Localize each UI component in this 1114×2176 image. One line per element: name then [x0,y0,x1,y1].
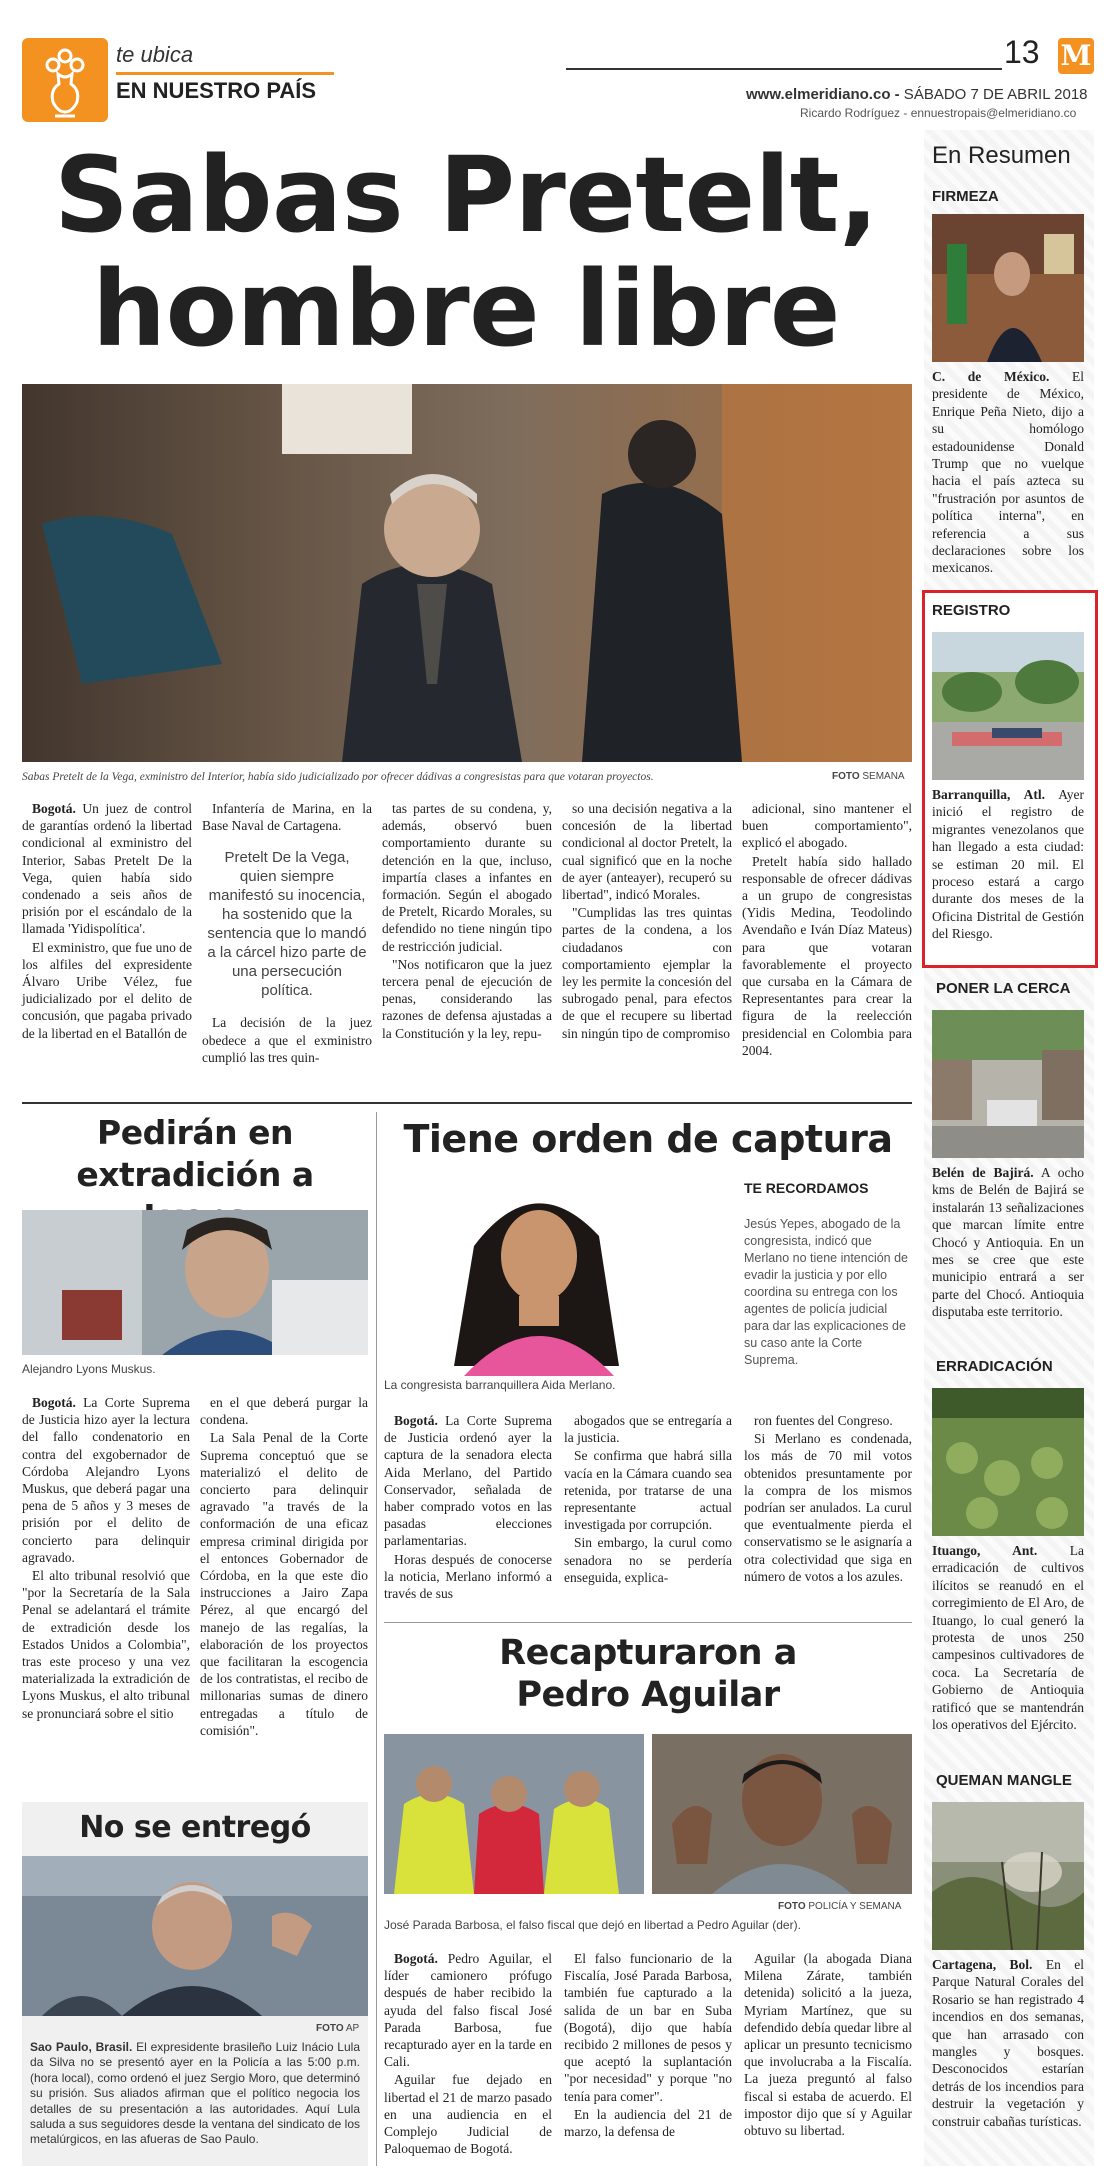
merlano-col-1 [384,1412,552,1602]
body-text: El expresidente brasileño Luiz Inácio Lula da Silva no se presentó ayer en la Policía a las 5:00 p.m. (hora local), como ordenó el juez Sergio Moro, que determinó su prisión. Sus aliados afirman que el político negocia los detalles de su presentación a las autoridades. Aquí Lula saluda a sus seguidores desde la ventana del sindicato de los metalúrgicos, en las afueras de Sao Paulo. [30,2040,360,2147]
aguilar-credit [778,1900,901,1914]
dateline: Bogotá. [32,1395,76,1410]
dateline: Sao Paulo, Brasil. [30,2040,133,2054]
body-text: so una decisión negativa a la concesión de la libertad condicional al doctor Pretelt, la cual significó que en la noche de ayer (anteayer), recuperó su libertad", indicó Morales. [562,801,732,903]
brand-logo: M [1058,38,1094,74]
sidebar-text-erradicacion [932,1542,1084,1733]
author-line: Ricardo Rodríguez - ennuestropais@elmeridiano.co [800,106,1077,120]
main-headline-1: Sabas Pretelt, [54,134,878,256]
aguilar-col-3 [744,1950,912,2139]
credit-source: POLICÍA Y SEMANA [805,1901,902,1912]
merlano-caption: La congresista barranquillera Aida Merlano. [384,1378,616,1392]
sidebar-photo-cerca [932,1010,1084,1158]
sidebar-title: En Resumen [932,142,1071,169]
lyons-col-1 [22,1394,190,1722]
body-text: Un juez de control de garantías ordenó la libertad condicional al exministro del Interior, Sabas Pretelt De la Vega, quien había sido condenado a seis años de prisión por el escándalo de la llamada 'Yidispolítica'. [22,801,192,937]
body-text: El exministro, que fue uno de los alfiles del expresidente Álvaro Uribe Vélez, fue judicializado por el delito de concusión, que pagaba privado de la libertad en el Batallón de [22,939,192,1041]
body-text: "Cumplidas las tres quintas partes de la condena, a los ciudadanos con comportamiento ejemplar la ley les permite la concesión del subrogado penal, para efectos de que el recupere su libertad sin ningún tipo de compromiso [562,905,732,1041]
aguilar-headline-2: Pedro Aguilar [516,1675,780,1715]
main-col-3 [382,800,552,1042]
main-photo-caption: Sabas Pretelt de la Vega, exministro del Interior, había sido judicializado por ofrecer dádivas a congresistas para que votaran proyectos. [22,771,654,783]
merlano-col-3 [744,1412,912,1585]
lyons-caption: Alejandro Lyons Muskus. [22,1362,156,1376]
sidebar-photo-mangle [932,1802,1084,1950]
aguilar-col-1 [384,1950,552,2157]
body-text: La erradicación de cultivos ilícitos se reanudó en el corregimiento de El Aro, de Ituango, lo cual generó la protesta de unos 250 campesinos cultivadores de coca. La Secretaría de Gobierno de Antioquia ratificó que se mantendrán los operativos del Ejército. [932,1543,1084,1733]
merlano-col-2 [564,1412,732,1586]
sidebar-head-registro: REGISTRO [932,602,1011,619]
dateline: Cartagena, Bol. [932,1957,1033,1972]
body-text: Aguilar fue dejado en libertad el 21 de marzo pasado en una audiencia en el Complejo Judicial de Paloquemao de Bogotá. [384,2072,552,2157]
sidebar-photo-firmeza [932,214,1084,362]
dateline: Belén de Bajirá. [932,1165,1034,1180]
sidebar-head-cerca: PONER LA CERCA [936,980,1071,997]
vertical-divider [376,1112,377,2166]
lula-credit [316,2022,359,2036]
credit-source: SEMANA [859,771,905,782]
body-text: Horas después de conocerse la noticia, Merlano informó a través de sus [384,1551,552,1602]
sidebar-head-erradicacion: ERRADICACIÓN [936,1358,1053,1375]
sidebar-text-cerca [932,1164,1084,1321]
body-text: La Sala Penal de la Corte Suprema conceptuó que se materializó el delito de concierto para delinquir agravado "a través de la conformación de una eficaz empresa criminal dirigida por el entonces Gobernador de Córdoba, en la que este dio instrucciones a Jairo Zapa Pérez, al que encargó del manejo de las regalías, la elaboración de los proyectos que facilitaran la escogencia de los contratistas, el recibo de millonarias sumas de dinero entregadas a título de comisión". [200,1430,368,1738]
aguilar-divider [384,1622,912,1623]
body-text: El alto tribunal resolvió que "por la Secretaría de la Sala Penal se adelantará el trámite de extradición desde los Estados Unidos a Colombia", tras este proceso y una vez materializada la extradición de Lyons Muskus, el alto tribunal se pronunciará sobre el sitio [22,1568,190,1721]
header-meta [746,86,1088,103]
body-text: ron fuentes del Congreso. [754,1413,893,1428]
merlano-sidebar-head: TE RECORDAMOS [744,1180,869,1196]
body-text: "Nos notificaron que la juez tercera penal de ejecución de penas, considerando las razones de defensa ajustadas a la Constitución y la ley, repu- [382,956,552,1041]
credit-label: FOTO [316,2023,344,2034]
body-text: La Corte Suprema de Justicia ordenó ayer la captura de la senadora electa Aida Merlano, del Partido Conservador, señalada de haber comprado votos en las pasadas elecciones parlamentarias. [384,1413,552,1549]
main-col-2 [202,800,372,1066]
pull-quote: Pretelt De la Vega, quien siempre manifestó su inocencia, ha sostenido que la sentencia que lo mandó a la cárcel hizo parte de una persecución política. [207,849,367,1000]
section-divider [22,1102,912,1104]
lula-text [30,2040,360,2148]
section-big: EN NUESTRO PAÍS [116,78,317,103]
sidebar-text-mangle [932,1956,1084,2130]
sidebar-text-registro [932,786,1084,943]
aguilar-headline-1: Recapturaron a [499,1633,797,1673]
dateline: C. de México. [932,369,1050,384]
sidebar-photo-erradicacion [932,1388,1084,1536]
merlano-sidebar-text: Jesús Yepes, abogado de la congresista, indicó que Merlano no tiene intención de evadir la justicia y por ello coordina su entrega con los agentes de policía judicial para dar las explicaciones de su caso ante la Corte Suprema. [744,1217,909,1367]
body-text: A ocho kms de Belén de Bajirá se instalarán 13 señalizaciones que marcan límite entre Chocó y Antioquia. En un mes se cree que este municipio entrará a ser parte del Chocó. Antioquia disputaba este territorio. [932,1165,1084,1320]
lula-headline: No se entregó [79,1810,311,1845]
body-text: Pedro Aguilar, el líder camionero prófugo después de haber recibido la ayuda del falso fiscal José Parada Barbosa, fue recapturado ayer en la tarde en Cali. [384,1951,552,2070]
body-text: Sin embargo, la curul como senadora no se perdería enseguida, explica- [564,1535,732,1585]
main-col-4 [562,800,732,1042]
dateline: Bogotá. [32,801,76,816]
site-url: www.elmeridiano.co - [746,86,900,103]
body-text: La Corte Suprema de Justicia hizo ayer la lectura del fallo condenatorio en contra del exgobernador de Córdoba Alejandro Lyons Muskus, que deberá pagar una pena de 5 años y 3 meses de prisión por el delito de concierto para delinquir agravado. [22,1395,190,1565]
body-text: Infantería de Marina, en la Base Naval de Cartagena. [202,801,372,834]
sidebar-head-mangle: QUEMAN MANGLE [936,1772,1072,1789]
dateline: Bogotá. [394,1413,438,1428]
body-text: Pretelt había sido hallado responsable de ofrecer dádivas a un grupo de congresistas (Yidis Medina, Teodolindo Avendaño e Iván Díaz Mateus) para que votaran favorablemente el proyecto que cursaba en la Cámara de Representantes para crear la figura de la reelección presidencial en Colombia para 2004. [742,853,912,1058]
lyons-col-2 [200,1394,368,1739]
body-text: Ayer inició el registro de migrantes venezolanos que han llegado a esta ciudad: se estiman 20 mil. El proceso estará a cargo durante dos meses de la Oficina Distrital de Gestión del Riesgo. [932,787,1084,942]
body-text: Aguilar (la abogada Diana Milena Zárate, también detenida) solicitó a la jueza, Myriam Martínez, que su defendido debía quedar libre al aplicar un presunto tecnicismo que involucraba a la Fiscalía. La jueza preguntó al falso fiscal si estaba de acuerdo. El impostor dijo que sí y Aguilar obtuvo su libertad. [744,1951,912,2139]
merlano-photo [384,1176,732,1376]
body-text: abogados que se entregaría a la justicia. [564,1413,732,1446]
body-text: Se confirma que habrá silla vacía en la Cámara cuando sea retenida, por tratarse de una representante actual investigada por corrupción. [564,1448,732,1533]
main-headline-2: hombre libre [92,248,840,370]
dateline: Barranquilla, Atl. [932,787,1045,802]
main-photo [22,384,912,762]
main-photo-credit [832,770,905,784]
body-text: El presidente de México, Enrique Peña Nieto, dijo a su homólogo estadounidense Donald Trump que no vuelque hacia el país azteca su "frustración por asuntos de política interna", en referencia a sus declaraciones sobre los mexicanos. [932,369,1084,576]
page-number: 13 [1004,34,1040,70]
dateline: Bogotá. [394,1951,438,1966]
credit-source: AP [343,2023,360,2034]
main-col-5 [742,800,912,1059]
body-text: El falso funcionario de la Fiscalía, José Parada Barbosa, también fue capturado a la salida de un bar en Suba (Bogotá), dijo que había recibido 2 millones de pesos y que aceptó la suplantación "por necesidad" y porque "no tenía para comer". [564,1951,732,2104]
body-text: La decisión de la juez obedece a que el exministro cumplió las tres quin- [202,1015,372,1065]
aguilar-col-2 [564,1950,732,2140]
body-text: adicional, sino mantener el buen comportamiento", explicó el abogado. [742,801,912,851]
header-rule [566,68,1002,70]
lyons-headline: Pedirán en extradición a [76,1113,314,1194]
aguilar-caption: José Parada Barbosa, el falso fiscal que dejó en libertad a Pedro Aguilar (der). [384,1918,801,1932]
dateline: Ituango, Ant. [932,1543,1038,1558]
lyons-photo [22,1210,368,1355]
aguilar-photo-2 [652,1734,912,1894]
credit-label: FOTO [778,1901,806,1912]
sidebar-photo-registro [932,632,1084,780]
sidebar-text-firmeza [932,368,1084,577]
body-text: En el Parque Natural Corales del Rosario se han registrado 4 incendios en dos semanas, que han arrasado con mangles y bosques. Desconocidos estarían detrás de los incendios para destruir la vegetación y construir cabañas turísticas. [932,1957,1084,2129]
body-text: Si Merlano es condenada, los más de 70 mil votos obtenidos presuntamente por la compra de los mismos podrían ser anulados. La curul que eventualmente pierda el conservatismo se le asignaría a otra colectividad que siga en número de votos a los azules. [744,1431,912,1584]
merlano-headline: Tiene orden de captura [403,1117,893,1161]
section-underline [116,72,334,75]
vase-icon [22,38,108,122]
body-text: tas partes de su condena, y, además, observó buen comportamiento durante su detención en la que, incluso, impartía clases a infantes en formación. Según el abogado de Pretelt, Ricardo Morales, su defendido no tiene ningún tipo de restricción judicial. [382,801,552,954]
main-col-1 [22,800,192,1042]
aguilar-photo-1 [384,1734,644,1894]
sidebar-head-firmeza: FIRMEZA [932,188,999,205]
lula-photo [22,1856,368,2016]
section-logo [22,38,108,122]
issue-date: SÁBADO 7 DE ABRIL 2018 [899,86,1088,103]
section-small: te ubica [116,42,194,67]
body-text: en el que deberá purgar la condena. [200,1395,368,1428]
credit-label: FOTO [832,771,860,782]
body-text: En la audiencia del 21 de marzo, la defensa de [564,2106,732,2140]
